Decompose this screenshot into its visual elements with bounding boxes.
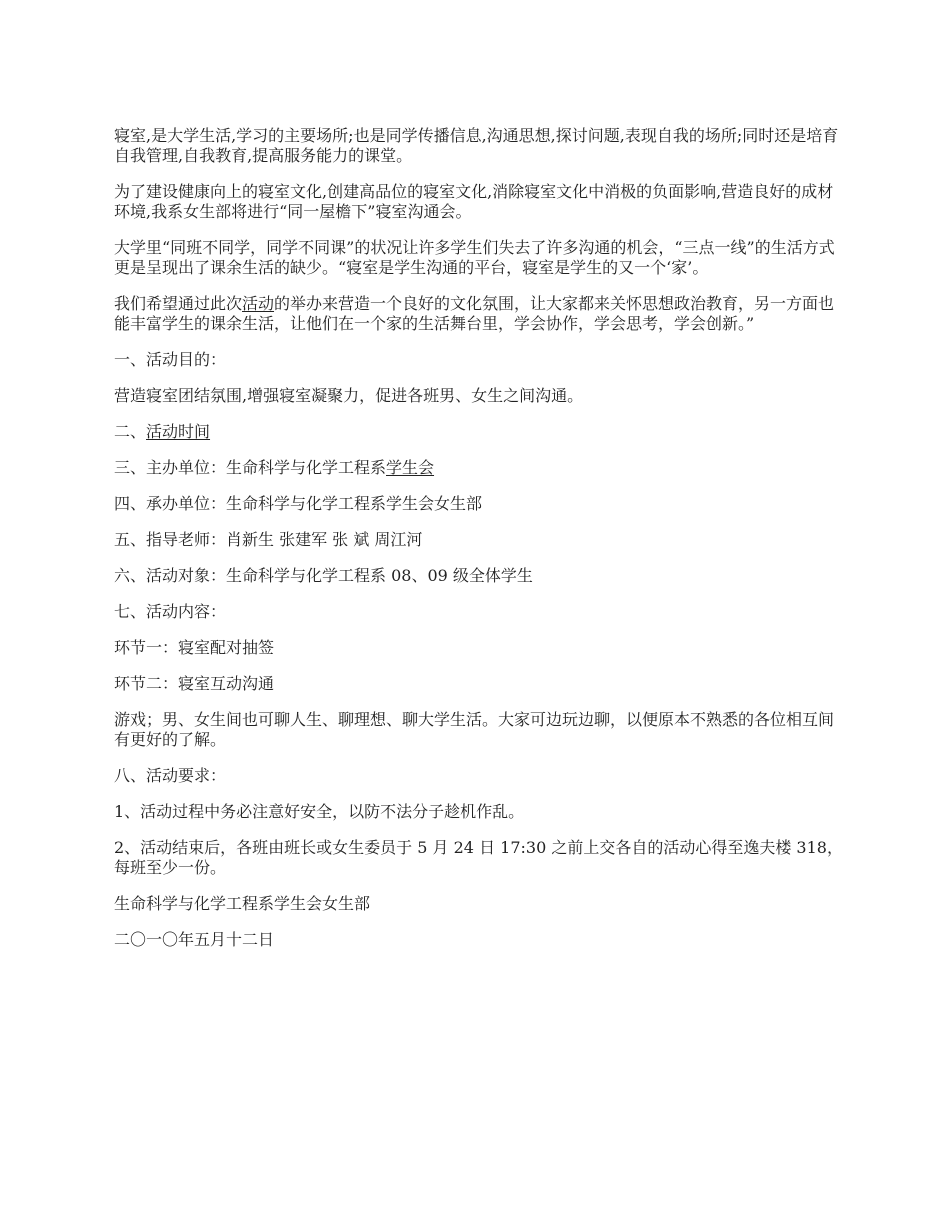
section-7-title: 七、活动内容： bbox=[114, 602, 227, 621]
activity-link[interactable]: 活动 bbox=[242, 294, 275, 313]
paragraph-hope bbox=[114, 294, 844, 334]
section-3-prefix: 三、主办单位：生命科学与化学工程系 bbox=[114, 458, 387, 477]
step-1: 环节一：寝室配对抽签 bbox=[114, 638, 275, 657]
section-4: 四、承办单位：生命科学与化学工程系学生会女生部 bbox=[114, 494, 483, 513]
section-5: 五、指导老师：肖新生 张建军 张 斌 周江河 bbox=[114, 530, 423, 549]
activity-time-link[interactable]: 活动时间 bbox=[146, 422, 211, 441]
paragraph-purpose: 为了建设健康向上的寝室文化,创建高品位的寝室文化,消除寝室文化中消极的负面影响,营造良好的成材环境,我系女生部将进行“同一屋檐下”寝室沟通会。 bbox=[114, 182, 834, 221]
game-description: 游戏；男、女生间也可聊人生、聊理想、聊大学生活。大家可边玩边聊，以便原本不熟悉的各位相互间有更好的了解。 bbox=[114, 710, 835, 749]
section-3 bbox=[114, 458, 844, 478]
signature: 生命科学与化学工程系学生会女生部 bbox=[114, 894, 371, 913]
document-body bbox=[114, 126, 844, 966]
section-1-body: 营造寝室团结氛围,增强寝室凝聚力，促进各班男、女生之间沟通。 bbox=[114, 386, 584, 405]
section-1-title: 一、活动目的： bbox=[114, 350, 227, 369]
requirement-1: 1、活动过程中务必注意好安全，以防不法分子趁机作乱。 bbox=[114, 802, 525, 821]
student-union-link[interactable]: 学生会 bbox=[386, 458, 435, 477]
section-6: 六、活动对象：生命科学与化学工程系 08、09 级全体学生 bbox=[114, 566, 533, 585]
date: 二〇一〇年五月十二日 bbox=[114, 930, 275, 949]
paragraph-hope-after: 的举办来营造一个良好的文化氛围，让大家都来关怀思想政治教育，另一方面也能丰富学生的课余生活，让他们在一个家的生活舞台里，学会协作，学会思考，学会创新。” bbox=[114, 294, 835, 333]
requirement-2: 2、活动结束后，各班由班长或女生委员于 5 月 24 日 17:30 之前上交各自的活动心得至逸夫楼 318，每班至少一份。 bbox=[114, 838, 843, 877]
section-8-title: 八、活动要求： bbox=[114, 766, 227, 785]
paragraph-hope-before: 我们希望通过此次 bbox=[114, 294, 243, 313]
paragraph-intro: 寝室,是大学生活,学习的主要场所;也是同学传播信息,沟通思想,探讨问题,表现自我的场所;同时还是培育自我管理,自我教育,提高服务能力的课堂。 bbox=[114, 126, 839, 165]
section-2-prefix: 二、 bbox=[114, 422, 147, 441]
paragraph-background: 大学里“同班不同学，同学不同课”的状况让许多学生们失去了许多沟通的机会，“三点一线”的生活方式更是呈现出了课余生活的缺少。“寝室是学生沟通的平台，寝室是学生的又一个‘家’。 bbox=[114, 238, 835, 277]
section-2 bbox=[114, 422, 844, 442]
step-2: 环节二：寝室互动沟通 bbox=[114, 674, 275, 693]
